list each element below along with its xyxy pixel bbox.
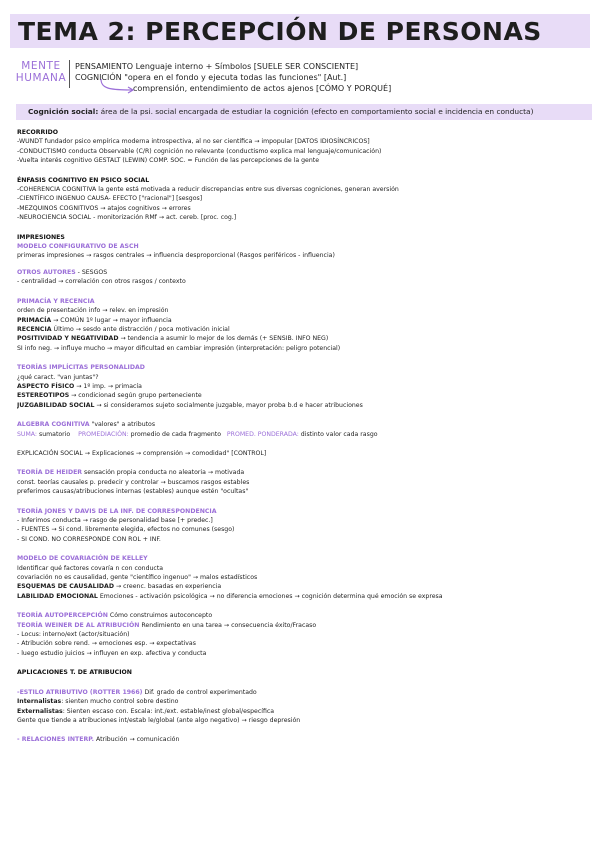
enfasis-line: -CIENTÍFICO INGENUO CAUSA- EFECTO ["racional"] [sesgos]: [17, 195, 203, 203]
relaciones-text: Atribución → comunicación: [95, 736, 180, 744]
comprension-line: comprensión, entendimiento de actos ajenos [CÓMO Y PORQUÉ]: [133, 84, 392, 93]
heider-heading: TEORÍA DE HEIDER: [17, 469, 83, 477]
weiner-line: - luego estudio juicios → influyen en exp. afectiva y conducta: [17, 649, 207, 657]
heider-suffix: sensación propia conducta no aleatoria → motivada: [84, 469, 245, 477]
weiner-line: - Atribución sobre rend. → emociones esp. → expectativas: [17, 640, 196, 648]
cognicion-social-text: área de la psi. social encargada de estudiar la cognición (efecto en comportamiento social e incidencia en conducta): [100, 107, 534, 116]
jones-davis-line: - Inferimos conducta → rasgo de personalidad base [+ predec.]: [17, 517, 213, 524]
ponderada-label: PROMED. PONDERADA:: [226, 430, 299, 438]
recencia-label: RECENCIA: [17, 325, 52, 333]
kelley-line: covariación no es causalidad, gente "científico ingenuo" → malos estadísticos: [17, 574, 258, 582]
mente-humana-label: MENTE HUMANA: [15, 60, 67, 84]
algebra-row: [17, 420, 593, 429]
aspecto-row: [17, 382, 593, 391]
primacia-label: PRIMACÍA: [17, 316, 52, 324]
notes-content: [17, 128, 593, 745]
enfasis-heading: ÉNFASIS COGNITIVO EN PSICO SOCIAL: [17, 176, 150, 184]
internalistas-row: [17, 697, 593, 706]
primacia-heading: PRIMACÍA Y RECENCIA: [17, 297, 95, 305]
recorrido-line: -Vuelta interés cognitivo GESTALT (LEWIN) COMP. SOC. = Función de las percepciones de la gente: [17, 157, 319, 165]
kelley-line: Identificar qué factores covaría n con conducta: [17, 564, 164, 572]
cognicion-social-term: Cognición social:: [28, 107, 99, 116]
suma-text: sumatorio: [38, 430, 71, 438]
autopercepcion-heading: TEORÍA AUTOPERCEPCIÓN: [17, 612, 108, 620]
weiner-line: - Locus: interno/ext (actor/situación): [17, 631, 130, 639]
cognicion-social-definition: [28, 106, 533, 118]
otros-autores-line: [17, 268, 593, 277]
otros-autores-heading: OTROS AUTORES: [17, 268, 76, 276]
asch-heading: MODELO CONFIGURATIVO DE ASCH: [17, 243, 139, 251]
positividad-row: [17, 334, 593, 343]
enfasis-line: -COHERENCIA COGNITIVA la gente está motivada a reducir discrepancias entre sus diversas cogniciones, generan aversión: [17, 186, 399, 194]
estereotipos-row: [17, 391, 593, 400]
esquemas-row: [17, 582, 593, 591]
esquemas-text: → creenc. basadas en experiencia: [115, 583, 222, 591]
teorias-implicitas-heading: TEORÍAS IMPLÍCITAS PERSONALIDAD: [17, 364, 145, 372]
heider-line: const. teorías causales p. predecir y controlar → buscamos rasgos estables: [17, 478, 250, 486]
explicacion-social-line: EXPLICACIÓN SOCIAL → Explicaciones → comprensión → comodidad" [CONTROL]: [17, 449, 267, 457]
curved-arrow-icon: [98, 78, 138, 94]
jones-davis-line: - SI COND. NO CORRESPONDE CON ROL + INF.: [17, 535, 161, 543]
autopercepcion-suffix: Cómo construimos autoconcepto: [109, 612, 213, 620]
otros-autores-suffix: - SESGOS: [77, 268, 108, 276]
aspecto-text: → 1º imp. → primacía: [76, 382, 142, 390]
promedio-text: promedio de cada fragmento: [130, 430, 222, 438]
depresion-line: Gente que tiende a atribuciones int/estab le/global (ante algo negativo) → riesgo depresión: [17, 716, 301, 724]
estilo-row: [17, 688, 593, 697]
positividad-label: POSITIVIDAD Y NEGATIVIDAD: [17, 335, 119, 343]
teorias-question: ¿qué caract. "van juntas"?: [17, 373, 99, 381]
estereotipos-label: ESTEREOTIPOS: [17, 392, 70, 400]
internalistas-text: : sienten mucho control sobre destino: [61, 698, 179, 706]
info-neg-line: SI info neg. → influye mucho → mayor dificultad en cambiar impresión (interpretación: peligro potencial): [17, 344, 341, 352]
estilo-label: -ESTILO ATRIBUTIVO (ROTTER 1966): [17, 688, 143, 696]
weiner-suffix: Rendimiento en una tarea → consecuencia éxito/Fracaso: [141, 621, 317, 629]
recencia-row: [17, 325, 593, 334]
labilidad-text: Emociones - activación psicológica → no diferencia emociones → cognición determina qué emoción se expresa: [99, 592, 443, 600]
enfasis-line: -NEUROCIENCIA SOCIAL - monitorización RMf → act. cereb. [proc. cog.]: [17, 214, 237, 222]
impresiones-heading: IMPRESIONES: [17, 233, 65, 241]
heider-line: preferimos causas/atribuciones internas (estables) aunque estén "ocultas": [17, 488, 249, 496]
juzgabilidad-label: JUZGABILIDAD SOCIAL: [17, 401, 95, 409]
jones-davis-line: - FUENTES → Si cond. libremente elegida, efectos no comunes (sesgo): [17, 526, 235, 534]
aplicaciones-heading: APLICACIONES T. DE ATRIBUCION: [17, 669, 132, 677]
algebra-suffix: "valores" a atributos: [91, 421, 156, 429]
algebra-heading: ALGEBRA COGNITIVA: [17, 421, 90, 429]
primacia-row: [17, 316, 593, 325]
positividad-text: → tendencia a asumir lo mejor de los demás (+ SENSIB. INFO NEG): [120, 335, 329, 343]
asch-line: primeras impresiones → rasgos centrales → influencia desproporcional (Rasgos periféricos - influencia): [17, 252, 335, 260]
ponderada-text: distinto valor cada rasgo: [300, 430, 378, 438]
esquemas-label: ESQUEMAS DE CAUSALIDAD: [17, 583, 114, 591]
divider-line: [69, 60, 70, 88]
page-title: TEMA 2: PERCEPCIÓN DE PERSONAS: [18, 17, 542, 46]
kelley-heading: MODELO DE COVARIACIÓN DE KELLEY: [17, 555, 148, 563]
enfasis-line: -MEZQUINOS COGNITIVOS → atajos cognitivos → errores: [17, 204, 191, 212]
algebra-methods-row: [17, 430, 593, 439]
juzgabilidad-text: → si consideramos sujeto socialmente juzgable, mayor proba b.d e hacer atribuciones: [96, 401, 363, 409]
centralidad-line: - centralidad → correlación con otros rasgos / contexto: [17, 278, 186, 286]
labilidad-label: LABILIDAD EMOCIONAL: [17, 592, 98, 600]
externalistas-label: Externalistas: [17, 707, 63, 715]
externalistas-text: : Sienten escaso con. Escala: int./ext. estable/inest global/específica: [62, 707, 275, 715]
juzgabilidad-row: [17, 401, 593, 410]
relaciones-row: [17, 735, 593, 744]
externalistas-row: [17, 707, 593, 716]
recorrido-heading: RECORRIDO: [17, 129, 59, 136]
heider-row: [17, 468, 593, 477]
aspecto-label: ASPECTO FÍSICO: [17, 382, 75, 390]
promedio-label: PROMEDIACIÓN:: [78, 430, 129, 438]
weiner-row: [17, 621, 593, 630]
autopercepcion-row: [17, 611, 593, 620]
recencia-text: Último → sesdo ante distracción / poca motivación inicial: [53, 325, 230, 333]
jones-davis-heading: TEORÍA JONES Y DAVIS DE LA INF. DE CORRESPONDENCIA: [17, 507, 217, 515]
internalistas-label: Internalistas: [17, 698, 62, 706]
pensamiento-line: PENSAMIENTO Lenguaje interno + Símbolos [SUELE SER CONSCIENTE]: [75, 62, 359, 71]
recorrido-line: -CONDUCTISMO conducta Observable (C/R) cognición no relevante (conductismo explica mal lenguaje/comunicación): [17, 147, 382, 155]
estilo-text: Dif. grado de control experimentado: [144, 688, 257, 696]
suma-label: SUMA:: [17, 430, 38, 438]
primacia-text: → COMÚN 1º lugar → mayor influencia: [53, 316, 172, 324]
weiner-heading: TEORÍA WEINER DE AL ATRIBUCIÓN: [17, 621, 140, 629]
labilidad-row: [17, 592, 593, 601]
estereotipos-text: → condicionad según grupo perteneciente: [71, 392, 202, 400]
cognicion-line: COGNICIÓN "opera en el fondo y ejecuta todas las funciones" [Aut.]: [75, 73, 347, 82]
primacia-line: orden de presentación info → relev. en impresión: [17, 307, 169, 315]
recorrido-line: -WUNDT fundador psico empírica moderna introspectiva, al no ser científica → impopular [DATOS IDIOSÍNCRICOS]: [17, 138, 370, 146]
relaciones-label: - RELACIONES INTERP.: [17, 736, 95, 744]
